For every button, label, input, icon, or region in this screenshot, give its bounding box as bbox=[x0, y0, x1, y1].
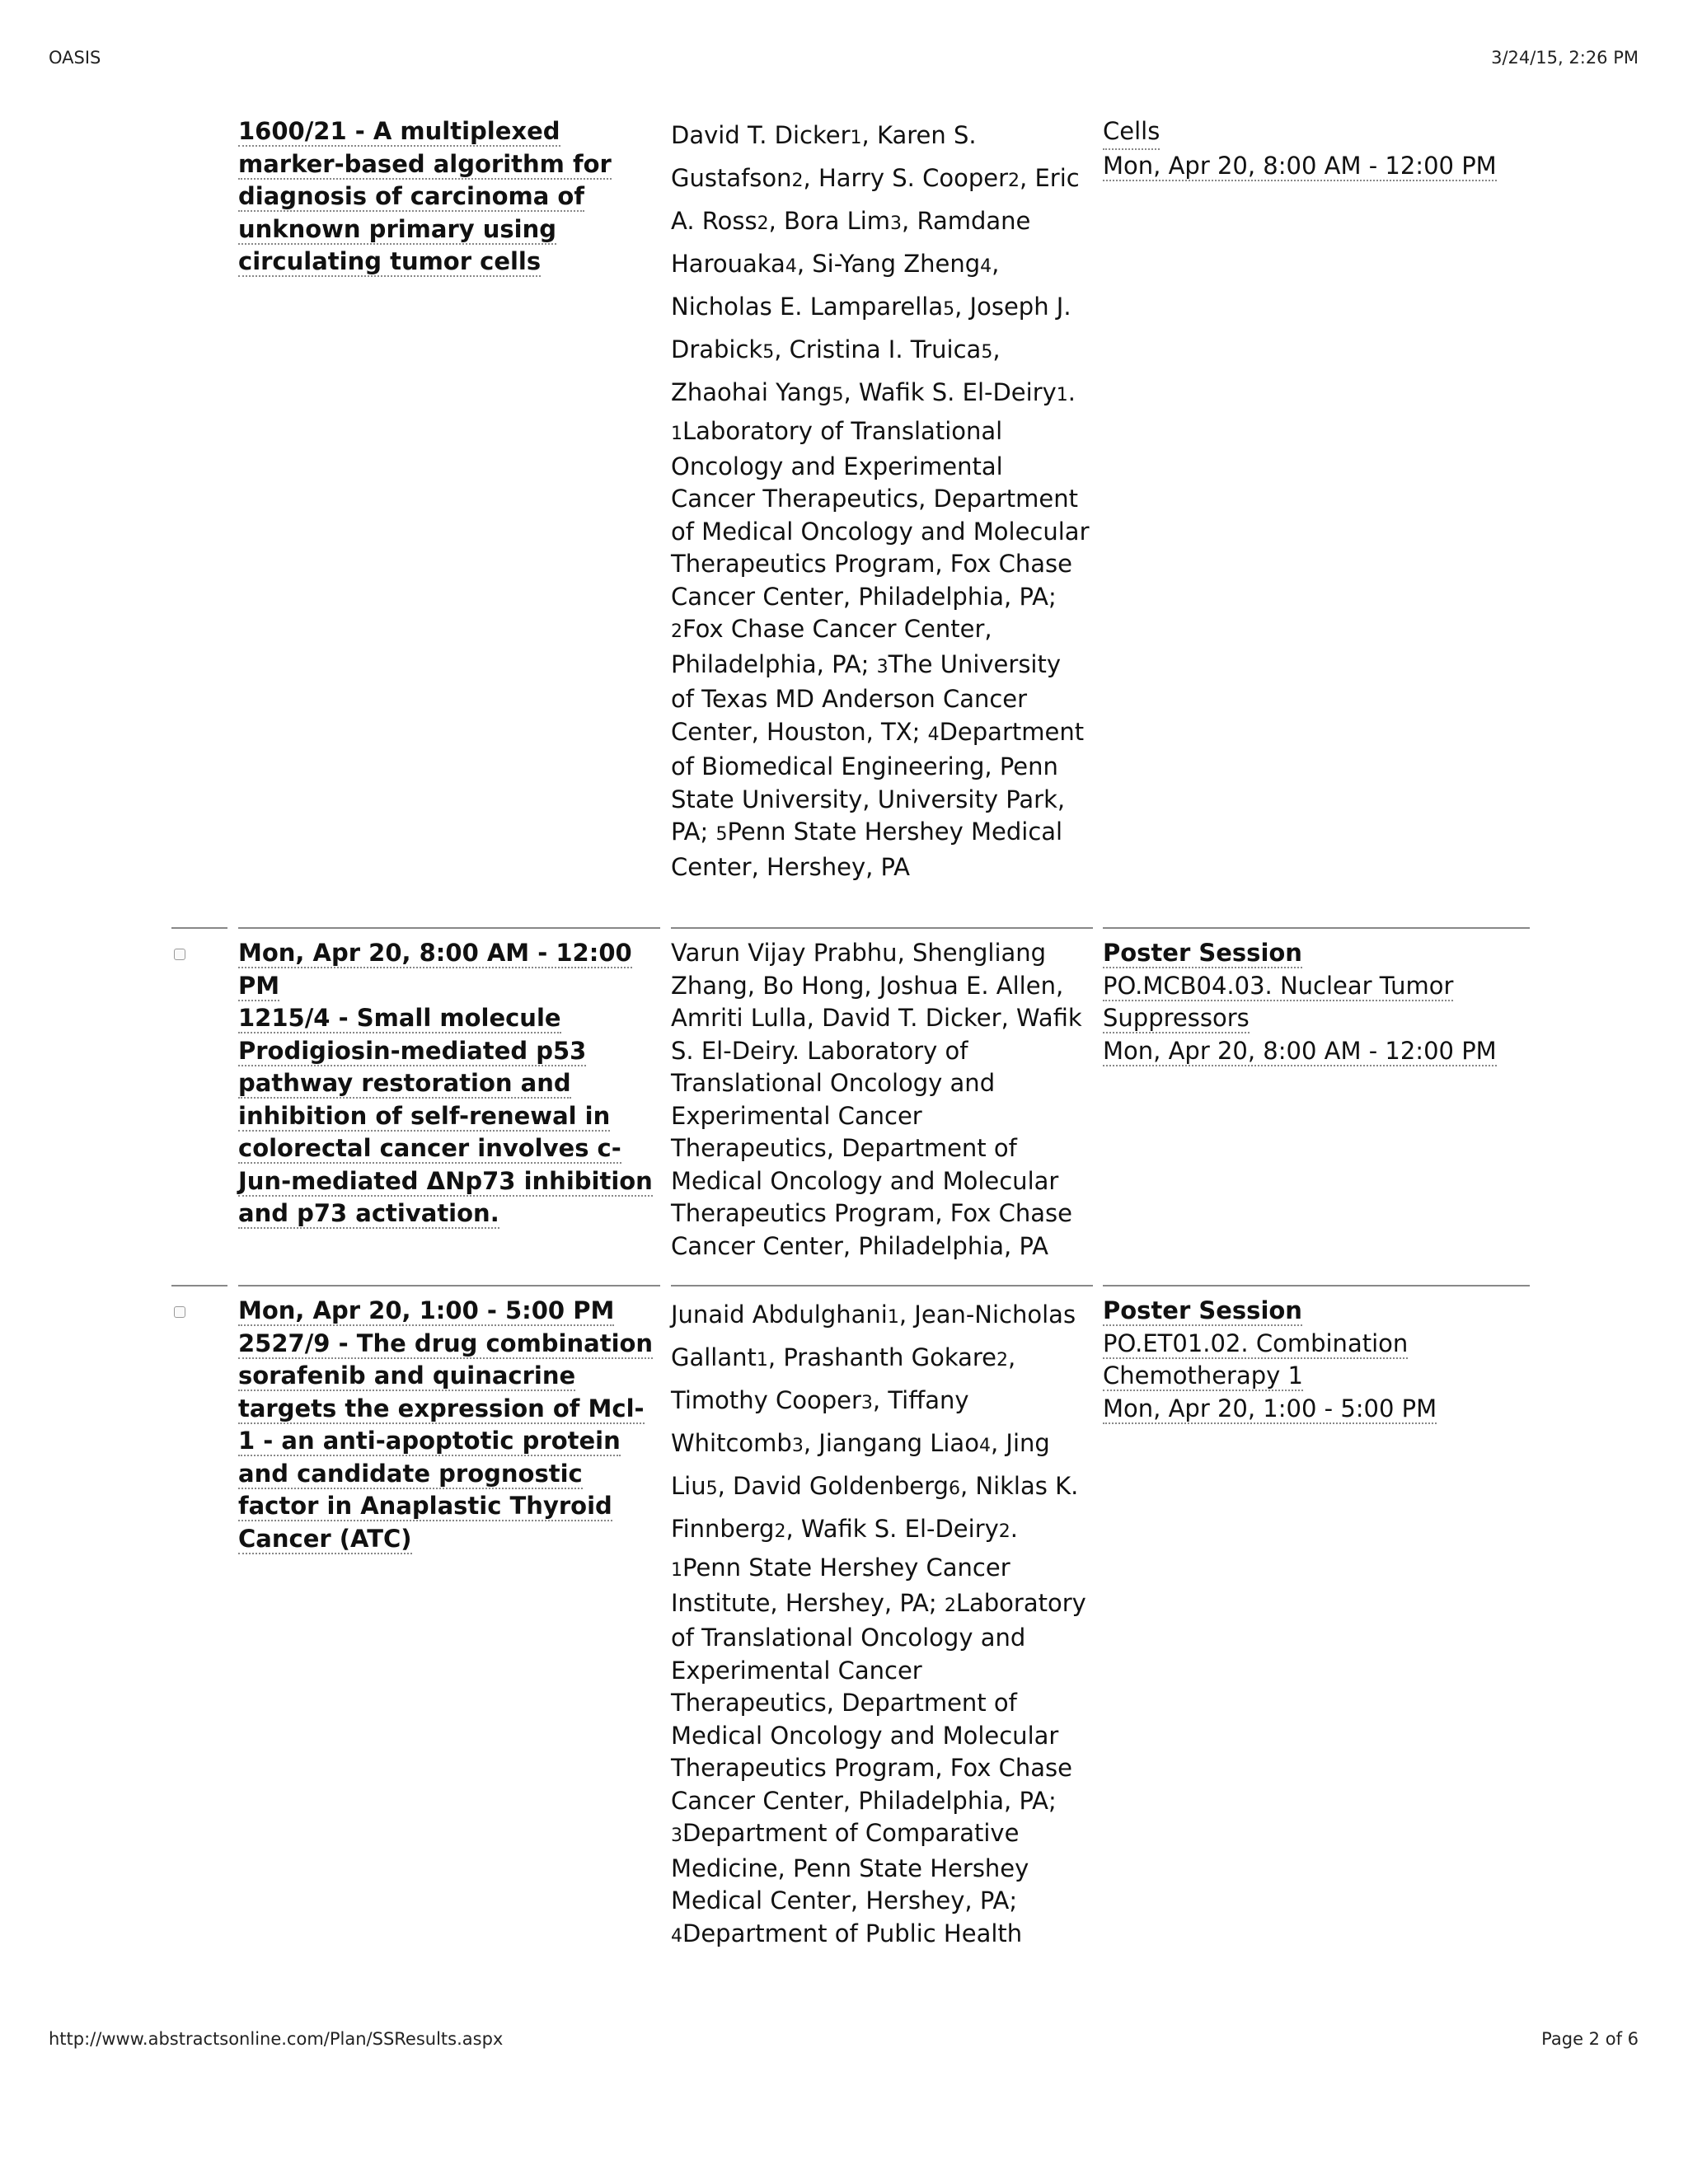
session-cell bbox=[1103, 1295, 1531, 1425]
presentation-time-link[interactable]: Mon, Apr 20, 1:00 - 5:00 PM bbox=[238, 1296, 615, 1324]
authors-cell bbox=[671, 937, 1091, 1263]
session-time-link[interactable]: Mon, Apr 20, 1:00 - 5:00 PM bbox=[1103, 1394, 1437, 1422]
abstract-title-cell bbox=[238, 937, 659, 1230]
presentation-time-link[interactable]: Mon, Apr 20, 8:00 AM - 12:00 PM bbox=[238, 939, 632, 1000]
row-divider bbox=[171, 927, 227, 929]
session-name-link[interactable]: Cells bbox=[1103, 115, 1160, 150]
browser-title: OASIS bbox=[49, 48, 101, 68]
row-divider bbox=[671, 1285, 1093, 1286]
row-divider bbox=[238, 927, 660, 929]
abstract-title-link[interactable]: 2527/9 - The drug combination sorafenib and quinacrine targets the expression of Mcl-1 - an anti-apoptotic protein and candidate prognostic factor in Anaplastic Thyroid Cancer (ATC) bbox=[238, 1329, 654, 1553]
session-cell bbox=[1103, 937, 1531, 1067]
page-number: Page 2 of 6 bbox=[1541, 2029, 1639, 2049]
session-time-link[interactable]: Mon, Apr 20, 8:00 AM - 12:00 PM bbox=[1103, 1036, 1497, 1065]
session-name-link[interactable]: PO.MCB04.03. Nuclear Tumor Suppressors bbox=[1103, 971, 1454, 1032]
row-divider bbox=[1103, 927, 1530, 929]
row-divider bbox=[171, 1285, 227, 1286]
select-checkbox[interactable] bbox=[174, 1306, 185, 1318]
author-list: Varun Vijay Prabhu, Shengliang Zhang, Bo Hong, Joshua E. Allen, Amriti Lulla, David T. Dicker, Wafik S. El-Deiry. Laboratory of Translational Oncology and Experimental Cancer Therapeutics, Department of Medical Oncology and Molecular Therapeutics Program, Fox Chase Cancer Center, Philadelphia, PA bbox=[671, 939, 1082, 1260]
abstract-title-cell bbox=[238, 1295, 659, 1555]
row-divider bbox=[671, 927, 1093, 929]
page-url: http://www.abstractsonline.com/Plan/SSResults.aspx bbox=[49, 2029, 504, 2049]
author-list: David T. Dicker1, Karen S. Gustafson2, Harry S. Cooper2, Eric A. Ross2, Bora Lim3, Ramdane Harouaka4, Si-Yang Zheng4, Nicholas E. Lamparella5, Joseph J. Drabick5, Cristina I. Truica5, Zhaohai Yang5, Wafik S. El-Deiry1. bbox=[671, 121, 1080, 406]
authors-cell bbox=[671, 115, 1091, 883]
abstract-title-link[interactable]: 1215/4 - Small molecule Prodigiosin-mediated p53 pathway restoration and inhibition of self-renewal in colorectal cancer involves c-Jun-mediated ΔNp73 inhibition and p73 activation. bbox=[238, 1004, 653, 1227]
session-name-link[interactable]: PO.ET01.02. Combination Chemotherapy 1 bbox=[1103, 1329, 1409, 1390]
abstract-title-link[interactable]: 1600/21 - A multiplexed marker-based algorithm for diagnosis of carcinoma of unknown primary using circulating tumor cells bbox=[238, 117, 612, 275]
session-cell bbox=[1103, 115, 1531, 182]
author-list: Junaid Abdulghani1, Jean-Nicholas Gallant1, Prashanth Gokare2, Timothy Cooper3, Tiffany Whitcomb3, Jiangang Liao4, Jing Liu5, David Goldenberg6, Niklas K. Finnberg2, Wafik S. El-Deiry2. bbox=[671, 1301, 1079, 1543]
session-type-link[interactable]: Poster Session bbox=[1103, 1296, 1302, 1324]
session-type-link[interactable]: Poster Session bbox=[1103, 939, 1302, 967]
select-checkbox[interactable] bbox=[174, 949, 185, 960]
row-divider bbox=[1103, 1285, 1530, 1286]
session-time-link[interactable]: Mon, Apr 20, 8:00 AM - 12:00 PM bbox=[1103, 151, 1497, 180]
affiliations: 1Penn State Hershey Cancer Institute, Hershey, PA; 2Laboratory of Translational Oncology and Experimental Cancer Therapeutics, Department of Medical Oncology and Molecular Therapeutics Program, Fox Chase Cancer Center, Philadelphia, PA; 3Department of Comparative Medicine, Penn State Hershey Medical Center, Hershey, PA; 4Department of Public Health bbox=[671, 1554, 1086, 1947]
row-divider bbox=[238, 1285, 660, 1286]
authors-cell bbox=[671, 1295, 1091, 1952]
affiliations: 1Laboratory of Translational Oncology and Experimental Cancer Therapeutics, Department of Medical Oncology and Molecular Therapeutics Program, Fox Chase Cancer Center, Philadelphia, PA; 2Fox Chase Cancer Center, Philadelphia, PA; 3The University of Texas MD Anderson Cancer Center, Houston, TX; 4Department of Biomedical Engineering, Penn State University, University Park, PA; 5Penn State Hershey Medical Center, Hershey, PA bbox=[671, 417, 1090, 881]
print-timestamp: 3/24/15, 2:26 PM bbox=[1491, 48, 1639, 68]
abstract-title-cell bbox=[238, 115, 659, 279]
